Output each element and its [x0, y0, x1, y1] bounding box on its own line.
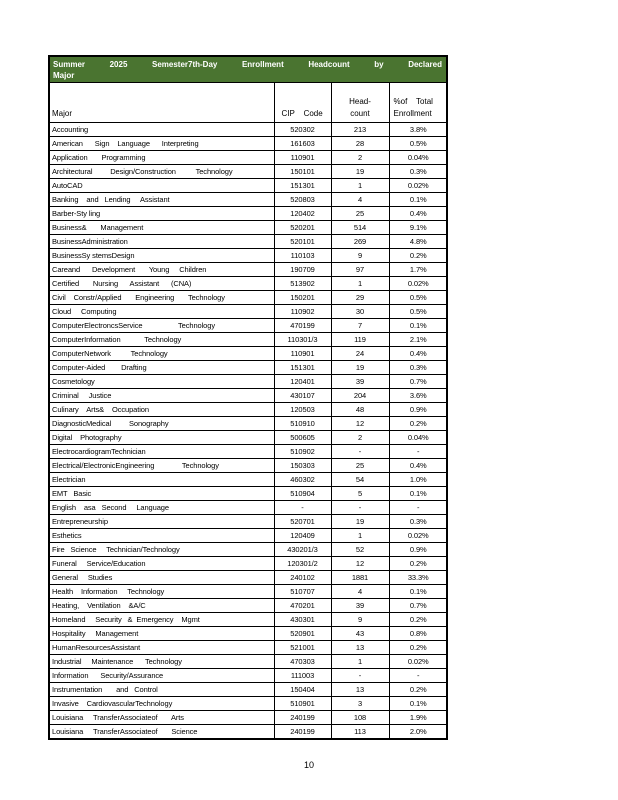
major-cell: Computer-Aided Drafting — [50, 361, 274, 375]
pct-of-total-cell: 0.02% — [389, 529, 447, 543]
major-cell: Certified Nursing Assistant (CNA) — [50, 277, 274, 291]
pct-of-total-cell: 0.1% — [389, 319, 447, 333]
major-cell: Banking and Lending Assistant — [50, 193, 274, 207]
pct-of-total-cell: 0.1% — [389, 487, 447, 501]
column-header-headcount-line1: Head- — [349, 97, 371, 106]
major-cell: American Sign Language Interpreting — [50, 137, 274, 151]
table-row — [50, 571, 447, 585]
table-row — [50, 683, 447, 697]
cip-code-cell: 110103 — [274, 249, 331, 263]
pct-of-total-cell: 1.7% — [389, 263, 447, 277]
headcount-cell: 1 — [331, 179, 389, 193]
column-header-pct-of-total — [389, 83, 447, 123]
cip-code-cell: 150201 — [274, 291, 331, 305]
table-header-row — [50, 83, 447, 123]
headcount-cell: 13 — [331, 641, 389, 655]
major-cell: Architectural Design/Construction Technology — [50, 165, 274, 179]
headcount-cell: 9 — [331, 613, 389, 627]
pct-of-total-cell: - — [389, 501, 447, 515]
headcount-cell: 108 — [331, 711, 389, 725]
table-row — [50, 179, 447, 193]
major-cell: Homeland Security & Emergency Mgmt — [50, 613, 274, 627]
column-header-headcount — [331, 83, 389, 123]
table-row — [50, 725, 447, 739]
pct-of-total-cell: 0.5% — [389, 291, 447, 305]
major-cell: Digital Photography — [50, 431, 274, 445]
major-cell: ComputerNetwork Technology — [50, 347, 274, 361]
column-header-cip-code: CIP Code — [274, 83, 331, 123]
headcount-cell: 9 — [331, 249, 389, 263]
cip-code-cell: 430201/3 — [274, 543, 331, 557]
pct-of-total-cell: 0.7% — [389, 599, 447, 613]
cip-code-cell: 111003 — [274, 669, 331, 683]
cip-code-cell: 120402 — [274, 207, 331, 221]
headcount-cell: - — [331, 501, 389, 515]
headcount-cell: 13 — [331, 683, 389, 697]
table-row — [50, 151, 447, 165]
table-row — [50, 333, 447, 347]
column-header-major: Major — [50, 83, 274, 123]
report-title-bar — [50, 57, 446, 83]
table-row — [50, 319, 447, 333]
cip-code-cell: 110901 — [274, 151, 331, 165]
headcount-cell: 30 — [331, 305, 389, 319]
major-cell: Accounting — [50, 123, 274, 137]
table-row — [50, 431, 447, 445]
table-row — [50, 459, 447, 473]
cip-code-cell: 151301 — [274, 361, 331, 375]
pct-of-total-cell: 0.4% — [389, 459, 447, 473]
major-cell: EMT Basic — [50, 487, 274, 501]
cip-code-cell: 520201 — [274, 221, 331, 235]
headcount-cell: 24 — [331, 347, 389, 361]
headcount-cell: 54 — [331, 473, 389, 487]
table-row — [50, 123, 447, 137]
pct-of-total-cell: 0.7% — [389, 375, 447, 389]
major-cell: Application Programming — [50, 151, 274, 165]
pct-of-total-cell: 0.9% — [389, 543, 447, 557]
cip-code-cell: 240199 — [274, 711, 331, 725]
pct-of-total-cell: 0.1% — [389, 193, 447, 207]
major-cell: Invasive CardiovascularTechnology — [50, 697, 274, 711]
cip-code-cell: 190709 — [274, 263, 331, 277]
cip-code-cell: 520901 — [274, 627, 331, 641]
cip-code-cell: 120409 — [274, 529, 331, 543]
cip-code-cell: 510901 — [274, 697, 331, 711]
headcount-cell: 25 — [331, 207, 389, 221]
headcount-cell: 2 — [331, 151, 389, 165]
major-cell: Fire Science Technician/Technology — [50, 543, 274, 557]
enrollment-report — [48, 55, 448, 740]
headcount-cell: 39 — [331, 599, 389, 613]
pct-of-total-cell: 0.04% — [389, 151, 447, 165]
cip-code-cell: 120503 — [274, 403, 331, 417]
major-cell: Cloud Computing — [50, 305, 274, 319]
major-cell: Esthetics — [50, 529, 274, 543]
major-cell: Health Information Technology — [50, 585, 274, 599]
cip-code-cell: 240199 — [274, 725, 331, 739]
table-row — [50, 417, 447, 431]
headcount-cell: 12 — [331, 417, 389, 431]
table-row — [50, 655, 447, 669]
headcount-cell: 97 — [331, 263, 389, 277]
table-row — [50, 291, 447, 305]
table-row — [50, 305, 447, 319]
column-header-pct-line1: %of Total — [393, 97, 433, 106]
major-cell: Industrial Maintenance Technology — [50, 655, 274, 669]
pct-of-total-cell: 0.4% — [389, 207, 447, 221]
table-row — [50, 711, 447, 725]
headcount-cell: - — [331, 445, 389, 459]
table-row — [50, 165, 447, 179]
major-cell: Instrumentation and Control — [50, 683, 274, 697]
pct-of-total-cell: 0.9% — [389, 403, 447, 417]
major-cell: Electrician — [50, 473, 274, 487]
major-cell: Heating, Ventilation &A/C — [50, 599, 274, 613]
table-row — [50, 361, 447, 375]
pct-of-total-cell: 3.8% — [389, 123, 447, 137]
pct-of-total-cell: 0.3% — [389, 515, 447, 529]
pct-of-total-cell: 0.1% — [389, 697, 447, 711]
major-cell: Careand Development Young Children — [50, 263, 274, 277]
cip-code-cell: 510707 — [274, 585, 331, 599]
headcount-cell: 1 — [331, 529, 389, 543]
cip-code-cell: 510904 — [274, 487, 331, 501]
major-cell: Louisiana TransferAssociateof Arts — [50, 711, 274, 725]
major-cell: Funeral Service/Education — [50, 557, 274, 571]
headcount-cell: 19 — [331, 165, 389, 179]
major-cell: Criminal Justice — [50, 389, 274, 403]
headcount-cell: 43 — [331, 627, 389, 641]
table-row — [50, 375, 447, 389]
cip-code-cell: 110901 — [274, 347, 331, 361]
pct-of-total-cell: - — [389, 669, 447, 683]
cip-code-cell: 240102 — [274, 571, 331, 585]
major-cell: HumanResourcesAssistant — [50, 641, 274, 655]
major-cell: Information Security/Assurance — [50, 669, 274, 683]
major-cell: Culinary Arts& Occupation — [50, 403, 274, 417]
pct-of-total-cell: 0.4% — [389, 347, 447, 361]
headcount-cell: 3 — [331, 697, 389, 711]
pct-of-total-cell: 1.9% — [389, 711, 447, 725]
cip-code-cell: 520701 — [274, 515, 331, 529]
cip-code-cell: 470199 — [274, 319, 331, 333]
major-cell: Louisiana TransferAssociateof Science — [50, 725, 274, 739]
headcount-cell: 269 — [331, 235, 389, 249]
major-cell: ComputerElectroncsService Technology — [50, 319, 274, 333]
table-row — [50, 585, 447, 599]
cip-code-cell: 110902 — [274, 305, 331, 319]
table-row — [50, 137, 447, 151]
cip-code-cell: 520101 — [274, 235, 331, 249]
pct-of-total-cell: 0.8% — [389, 627, 447, 641]
table-row — [50, 347, 447, 361]
table-row — [50, 669, 447, 683]
pct-of-total-cell: 2.0% — [389, 725, 447, 739]
cip-code-cell: 150303 — [274, 459, 331, 473]
table-row — [50, 641, 447, 655]
cip-code-cell: 513902 — [274, 277, 331, 291]
major-cell: BusinessSy stemsDesign — [50, 249, 274, 263]
cip-code-cell: 120301/2 — [274, 557, 331, 571]
headcount-cell: 2 — [331, 431, 389, 445]
cip-code-cell: 510910 — [274, 417, 331, 431]
cip-code-cell: 430107 — [274, 389, 331, 403]
pct-of-total-cell: 4.8% — [389, 235, 447, 249]
cip-code-cell: 521001 — [274, 641, 331, 655]
major-cell: AutoCAD — [50, 179, 274, 193]
headcount-cell: 25 — [331, 459, 389, 473]
major-cell: ComputerInformation Technology — [50, 333, 274, 347]
table-row — [50, 277, 447, 291]
headcount-cell: 29 — [331, 291, 389, 305]
cip-code-cell: - — [274, 501, 331, 515]
pct-of-total-cell: 9.1% — [389, 221, 447, 235]
table-row — [50, 445, 447, 459]
major-cell: DiagnosticMedical Sonography — [50, 417, 274, 431]
pct-of-total-cell: 0.2% — [389, 613, 447, 627]
headcount-cell: 5 — [331, 487, 389, 501]
table-row — [50, 543, 447, 557]
table-row — [50, 263, 447, 277]
cip-code-cell: 161603 — [274, 137, 331, 151]
pct-of-total-cell: 3.6% — [389, 389, 447, 403]
major-cell: ElectrocardiogramTechnician — [50, 445, 274, 459]
table-row — [50, 249, 447, 263]
cip-code-cell: 460302 — [274, 473, 331, 487]
pct-of-total-cell: 0.3% — [389, 361, 447, 375]
table-row — [50, 613, 447, 627]
pct-of-total-cell: 0.1% — [389, 585, 447, 599]
pct-of-total-cell: 0.2% — [389, 557, 447, 571]
pct-of-total-cell: 0.02% — [389, 179, 447, 193]
major-cell: Cosmetology — [50, 375, 274, 389]
table-row — [50, 235, 447, 249]
headcount-cell: 19 — [331, 361, 389, 375]
major-cell: BusinessAdministration — [50, 235, 274, 249]
major-cell: Electrical/ElectronicEngineering Technology — [50, 459, 274, 473]
pct-of-total-cell: 2.1% — [389, 333, 447, 347]
major-cell: Hospitality Management — [50, 627, 274, 641]
major-cell: Civil Constr/Applied Engineering Technology — [50, 291, 274, 305]
headcount-cell: 28 — [331, 137, 389, 151]
report-title-line2: Major — [53, 71, 75, 80]
headcount-cell: 213 — [331, 123, 389, 137]
headcount-cell: 4 — [331, 193, 389, 207]
headcount-cell: 4 — [331, 585, 389, 599]
pct-of-total-cell: 0.02% — [389, 277, 447, 291]
cip-code-cell: 470201 — [274, 599, 331, 613]
cip-code-cell: 520803 — [274, 193, 331, 207]
cip-code-cell: 500605 — [274, 431, 331, 445]
cip-code-cell: 151301 — [274, 179, 331, 193]
table-row — [50, 557, 447, 571]
headcount-cell: 113 — [331, 725, 389, 739]
headcount-cell: 39 — [331, 375, 389, 389]
cip-code-cell: 470303 — [274, 655, 331, 669]
major-cell: General Studies — [50, 571, 274, 585]
major-cell: Barber-Sty ling — [50, 207, 274, 221]
pct-of-total-cell: 1.0% — [389, 473, 447, 487]
pct-of-total-cell: 0.2% — [389, 641, 447, 655]
headcount-cell: - — [331, 669, 389, 683]
column-header-headcount-line2: count — [350, 109, 370, 118]
major-cell: English asa Second Language — [50, 501, 274, 515]
headcount-cell: 1 — [331, 277, 389, 291]
enrollment-table — [50, 83, 447, 738]
headcount-cell: 19 — [331, 515, 389, 529]
headcount-cell: 52 — [331, 543, 389, 557]
pct-of-total-cell: 0.2% — [389, 683, 447, 697]
report-title-line1: Summer 2025 Semester7th-Day Enrollment Headcount by Declared — [53, 60, 442, 69]
headcount-cell: 119 — [331, 333, 389, 347]
pct-of-total-cell: 0.3% — [389, 165, 447, 179]
pct-of-total-cell: 0.02% — [389, 655, 447, 669]
page-number: 10 — [303, 760, 314, 770]
headcount-cell: 1 — [331, 655, 389, 669]
table-row — [50, 697, 447, 711]
headcount-cell: 1881 — [331, 571, 389, 585]
major-cell: Entrepreneurship — [50, 515, 274, 529]
headcount-cell: 204 — [331, 389, 389, 403]
pct-of-total-cell: - — [389, 445, 447, 459]
table-row — [50, 627, 447, 641]
headcount-cell: 48 — [331, 403, 389, 417]
headcount-cell: 514 — [331, 221, 389, 235]
table-body — [50, 123, 447, 739]
pct-of-total-cell: 33.3% — [389, 571, 447, 585]
table-row — [50, 501, 447, 515]
table-row — [50, 193, 447, 207]
cip-code-cell: 150404 — [274, 683, 331, 697]
table-row — [50, 403, 447, 417]
table-row — [50, 221, 447, 235]
cip-code-cell: 520302 — [274, 123, 331, 137]
cip-code-cell: 150101 — [274, 165, 331, 179]
pct-of-total-cell: 0.2% — [389, 249, 447, 263]
table-row — [50, 515, 447, 529]
pct-of-total-cell: 0.04% — [389, 431, 447, 445]
cip-code-cell: 110301/3 — [274, 333, 331, 347]
pct-of-total-cell: 0.5% — [389, 305, 447, 319]
headcount-cell: 12 — [331, 557, 389, 571]
table-row — [50, 599, 447, 613]
pct-of-total-cell: 0.2% — [389, 417, 447, 431]
major-cell: Business& Management — [50, 221, 274, 235]
table-row — [50, 389, 447, 403]
cip-code-cell: 510902 — [274, 445, 331, 459]
table-row — [50, 529, 447, 543]
pct-of-total-cell: 0.5% — [389, 137, 447, 151]
headcount-cell: 7 — [331, 319, 389, 333]
table-row — [50, 487, 447, 501]
table-row — [50, 473, 447, 487]
cip-code-cell: 430301 — [274, 613, 331, 627]
cip-code-cell: 120401 — [274, 375, 331, 389]
column-header-pct-line2: Enrollment — [393, 109, 432, 118]
table-row — [50, 207, 447, 221]
